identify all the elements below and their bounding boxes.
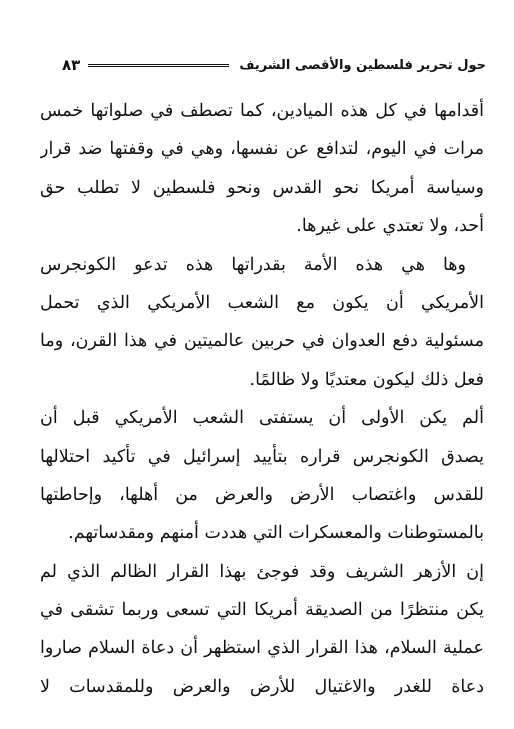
text-line: يصدق الكونجرس قراره بتأييد إسرائيل في تأكيد احتلالها [40, 446, 484, 467]
text-line: الأمريكي أن يكون مع الشعب الأمريكي الذي تحمل [40, 292, 484, 313]
text-line: وسياسة أمريكا نحو القدس ونحو فلسطين لا تطلب حق [40, 177, 484, 198]
text-line: ألم يكن الأولى أن يستفتى الشعب الأمريكي قبل أن [40, 408, 484, 429]
running-header [62, 52, 486, 78]
header-rule [88, 64, 229, 67]
text-line: للقدس واغتصاب الأرض والعرض من أهلها، وإحاطتها [40, 484, 484, 505]
page-number: ٨٣ [62, 56, 81, 74]
text-line: يكن منتظرًا من الصديقة أمريكا التي تسعى وربما تشقى في [40, 600, 484, 621]
text-line: أقدامها في كل هذه الميادين، كما تصطف في صلواتها خمس [40, 101, 484, 121]
text-line: مرات في اليوم، لتدافع عن نفسها، وهي في وقفتها ضد قرار [40, 139, 484, 160]
text-line: فعل ذلك ليكون معتديًا ولا ظالمًا. [249, 369, 484, 390]
text-line: إن الأزهر الشريف وقد فوجئ بهذا القرار الظالم الذي لم [40, 561, 484, 582]
text-line: أحد، ولا تعتدي على غيرها. [296, 216, 484, 237]
header-title: حول تحرير فلسطين والأقصى الشريف [239, 57, 486, 73]
body-text [40, 92, 484, 706]
text-line: دعاة للغدر والاغتيال للأرض والعرض وللمقدسات لا [40, 676, 484, 697]
text-line: عملية السلام، هذا القرار الذي استظهر أن دعاة السلام صاروا [40, 638, 484, 659]
text-line: بالمستوطنات والمعسكرات التي هددت أمنهم ومقدساتهم. [68, 523, 484, 544]
text-line: وها هي هذه الأمة بقدراتها هذه تدعو الكونجرس [40, 254, 466, 275]
text-line: مسئولية دفع العدوان في حربين عالميتين في هذا القرن، وما [40, 331, 484, 352]
